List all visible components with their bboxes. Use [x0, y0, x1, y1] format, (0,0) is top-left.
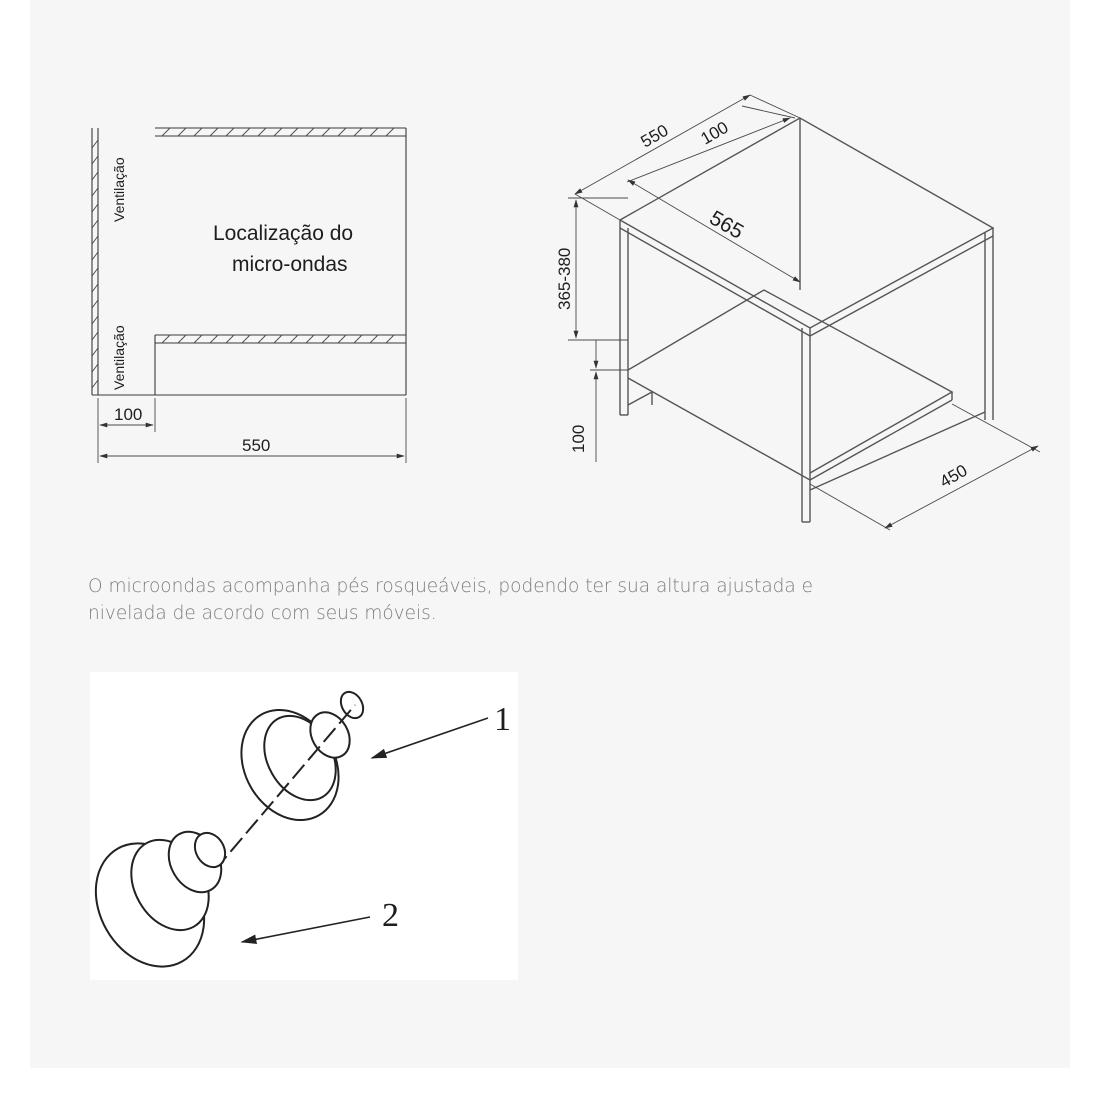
- callout-arrow-2: [242, 917, 370, 942]
- foot-part-2: [74, 822, 232, 986]
- callout-label-1: 1: [494, 701, 511, 738]
- cabinet-box: [620, 118, 993, 522]
- isometric-dimension-lines: [568, 95, 1040, 530]
- vent-label-bottom: Ventilação: [111, 325, 127, 390]
- location-label-line1: Localização do: [213, 222, 354, 245]
- location-label-line2: micro-ondas: [232, 253, 348, 276]
- vent-label-top: Ventilação: [111, 157, 127, 222]
- iso-dim-450-text: 450: [936, 460, 971, 492]
- iso-dim-550-text: 550: [637, 120, 672, 152]
- iso-dim-100-top-text: 100: [697, 117, 732, 149]
- iso-dim-565-text: 565: [705, 206, 748, 244]
- callout-label-2: 2: [382, 897, 399, 934]
- dim-550-text: 550: [242, 436, 271, 455]
- adjustable-feet-illustration: [90, 672, 518, 980]
- feet-drawing: [90, 672, 518, 980]
- description-text: O microondas acompanha pés rosqueáveis, podendo ter sua altura ajustada e nivelada de acordo com seus móveis.: [88, 576, 813, 624]
- callout-arrow-1: [372, 718, 488, 758]
- iso-dim-height-text: 365-380: [555, 247, 574, 310]
- foot-part-1: [215, 688, 368, 870]
- iso-dim-100-side-text: 100: [569, 424, 588, 453]
- dim-100-text: 100: [114, 405, 143, 424]
